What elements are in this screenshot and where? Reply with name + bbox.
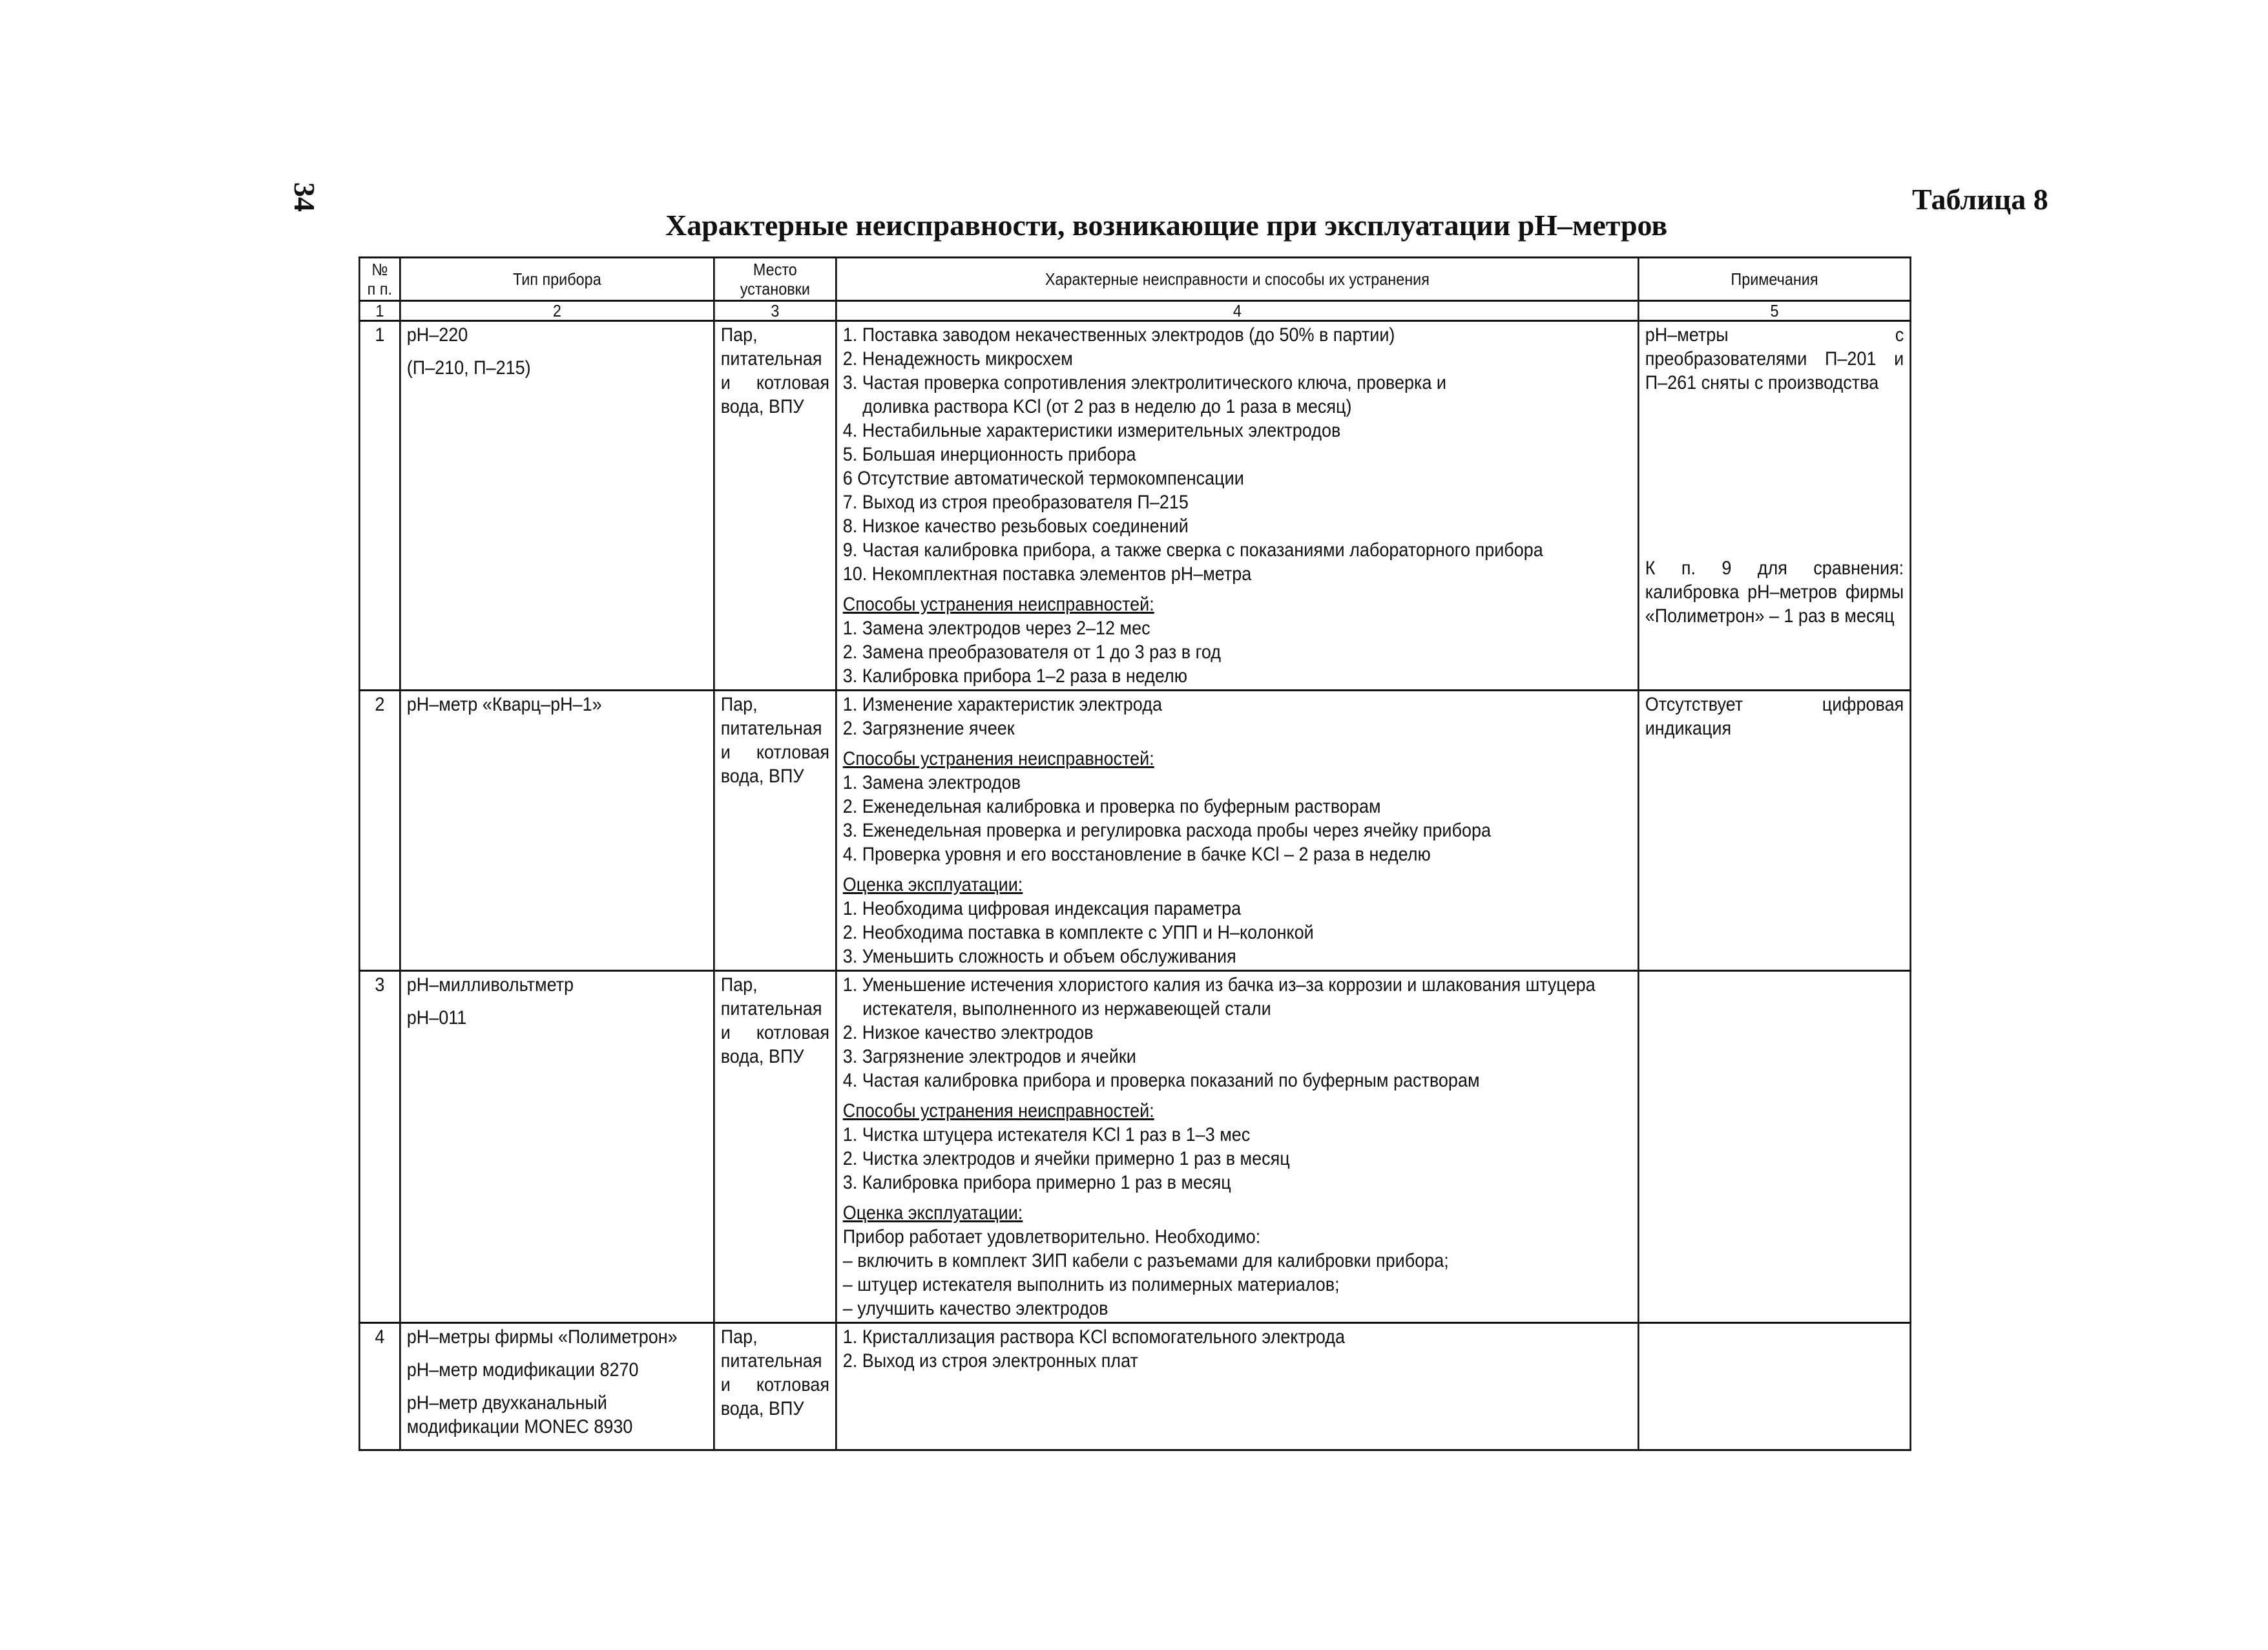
page-title: Характерные неисправности, возникающие при эксплуатации рН–метров (665, 209, 1668, 242)
fault-item: 3. Калибровка прибора примерно 1 раз в месяц (842, 1172, 1231, 1193)
note-spacer (1645, 395, 1904, 556)
note-text: рН–метры с преобразователями П–201 и П–261 сняты с производства (1645, 324, 1904, 393)
faults-table (359, 256, 1911, 1451)
device-type: рН–метр «Кварц–рН–1» (406, 694, 602, 715)
install-place: Пар, питательная и котловая вода, ВПУ (714, 691, 836, 971)
table-row (359, 691, 1910, 971)
fault-item: – улучшить качество электродов (842, 1298, 1108, 1319)
device-type: рН–метр модификации 8270 (406, 1359, 639, 1381)
section-heading: Способы устранения неисправностей: (842, 1100, 1154, 1122)
fault-item: Прибор работает удовлетворительно. Необходимо: (842, 1226, 1261, 1248)
section-heading: Оценка эксплуатации: (842, 874, 1023, 895)
row-number: 1 (359, 321, 400, 691)
fault-item: 1. Кристаллизация раствора KCl вспомогательного электрода (842, 1326, 1346, 1348)
faults-cell (836, 321, 1638, 691)
fault-item: 3. Загрязнение электродов и ячейки (842, 1046, 1136, 1067)
section-heading: Способы устранения неисправностей: (842, 748, 1154, 769)
fault-item: 9. Частая калибровка прибора, а также сверка с показаниями лабораторного прибора (842, 539, 1543, 561)
row-number: 4 (359, 1323, 400, 1450)
device-type-cell (400, 321, 714, 691)
col-number: 1 (359, 301, 400, 321)
notes-cell (1638, 971, 1910, 1323)
fault-item: доливка раствора KCl (от 2 раз в неделю до 1 раза в месяц) (862, 396, 1352, 417)
fault-item: 1. Изменение характеристик электрода (842, 694, 1162, 715)
fault-item: 1. Чистка штуцера истекателя KCl 1 раз в 1–3 мес (842, 1124, 1251, 1145)
fault-item: 6 Отсутствие автоматической термокомпенсации (842, 468, 1244, 489)
header-type: Тип прибора (400, 258, 714, 301)
fault-item: 2. Ненадежность микросхем (842, 348, 1073, 370)
fault-item: 2. Выход из строя электронных плат (842, 1350, 1138, 1372)
fault-item: 5. Большая инерционность прибора (842, 444, 1136, 465)
header-place: Место установки (714, 258, 836, 301)
section-heading: Способы устранения неисправностей: (842, 594, 1154, 615)
table-label: Таблица 8 (1912, 183, 2048, 216)
fault-item: 8. Низкое качество резьбовых соединений (842, 516, 1189, 537)
device-type-cell (400, 1323, 714, 1450)
fault-item: 2. Еженедельная калибровка и проверка по буферным растворам (842, 796, 1381, 817)
fault-item: 2. Необходима поставка в комплекте с УПП и Н–колонкой (842, 922, 1314, 943)
device-type: (П–210, П–215) (406, 357, 531, 379)
fault-item: 3. Еженедельная проверка и регулировка расхода пробы через ячейку прибора (842, 820, 1492, 841)
fault-item: 3. Частая проверка сопротивления электролитического ключа, проверка и (842, 372, 1447, 393)
fault-item: 2. Низкое качество электродов (842, 1022, 1094, 1043)
device-type: рН–011 (406, 1007, 467, 1029)
header-notes: Примечания (1638, 258, 1910, 301)
fault-item: – штуцер истекателя выполнить из полимерных материалов; (842, 1274, 1340, 1295)
fault-item: – включить в комплект ЗИП кабели с разъемами для калибровки прибора; (842, 1250, 1449, 1271)
fault-item: 4. Нестабильные характеристики измерительных электродов (842, 420, 1341, 441)
fault-item: 2. Чистка электродов и ячейки примерно 1 раз в месяц (842, 1148, 1290, 1169)
page-number: 34 (288, 182, 321, 212)
header-row (359, 258, 1910, 301)
device-type: рН–милливольтметр (406, 974, 574, 996)
col-number: 2 (400, 301, 714, 321)
col-number: 3 (714, 301, 836, 321)
col-number: 5 (1638, 301, 1910, 321)
install-place: Пар, питательная и котловая вода, ВПУ (714, 1323, 836, 1450)
section-heading: Оценка эксплуатации: (842, 1202, 1023, 1224)
install-place: Пар, питательная и котловая вода, ВПУ (714, 971, 836, 1323)
fault-item: 1. Уменьшение истечения хлористого калия из бачка из–за коррозии и шлакования штуцера (842, 974, 1596, 996)
row-number: 3 (359, 971, 400, 1323)
fault-item: 2. Загрязнение ячеек (842, 718, 1015, 739)
fault-item: 3. Уменьшить сложность и объем обслуживания (842, 946, 1236, 967)
table-row (359, 971, 1910, 1323)
device-type-cell (400, 971, 714, 1323)
note-text: Отсутствует цифровая индикация (1645, 694, 1904, 739)
notes-cell (1638, 321, 1910, 691)
fault-item: 1. Поставка заводом некачественных электродов (до 50% в партии) (842, 324, 1395, 346)
device-type-cell (400, 691, 714, 971)
device-type: рН–метр двухканальный модификации MONEC 8930 (406, 1392, 633, 1437)
row-number: 2 (359, 691, 400, 971)
fault-item: 2. Замена преобразователя от 1 до 3 раз в год (842, 642, 1222, 663)
col-number: 4 (836, 301, 1638, 321)
header-faults: Характерные неисправности и способы их устранения (836, 258, 1638, 301)
fault-item: 4. Частая калибровка прибора и проверка показаний по буферным растворам (842, 1070, 1480, 1091)
fault-item: 1. Замена электродов (842, 772, 1021, 793)
fault-item: 7. Выход из строя преобразователя П–215 (842, 492, 1189, 513)
device-type: рН–метры фирмы «Полиметрон» (406, 1326, 678, 1348)
fault-item: 10. Некомплектная поставка элементов рН–метра (842, 563, 1252, 585)
device-type: рН–220 (406, 324, 468, 346)
faults-cell (836, 691, 1638, 971)
fault-item: 1. Необходима цифровая индексация параметра (842, 898, 1242, 919)
fault-item: 1. Замена электродов через 2–12 мес (842, 618, 1150, 639)
notes-cell (1638, 1323, 1910, 1450)
faults-cell (836, 1323, 1638, 1450)
note-text: К п. 9 для сравнения: калибровка рН–метров фирмы «Полиметрон» – 1 раз в месяц (1645, 558, 1904, 627)
faults-cell (836, 971, 1638, 1323)
header-num: № п п. (359, 258, 400, 301)
table-row (359, 1323, 1910, 1450)
column-number-row (359, 301, 1910, 321)
table-row (359, 321, 1910, 691)
fault-item: истекателя, выполненного из нержавеющей стали (862, 998, 1271, 1019)
fault-item: 4. Проверка уровня и его восстановление в бачке KCl – 2 раза в неделю (842, 844, 1431, 865)
install-place: Пар, питательная и котловая вода, ВПУ (714, 321, 836, 691)
notes-cell (1638, 691, 1910, 971)
fault-item: 3. Калибровка прибора 1–2 раза в неделю (842, 665, 1188, 687)
